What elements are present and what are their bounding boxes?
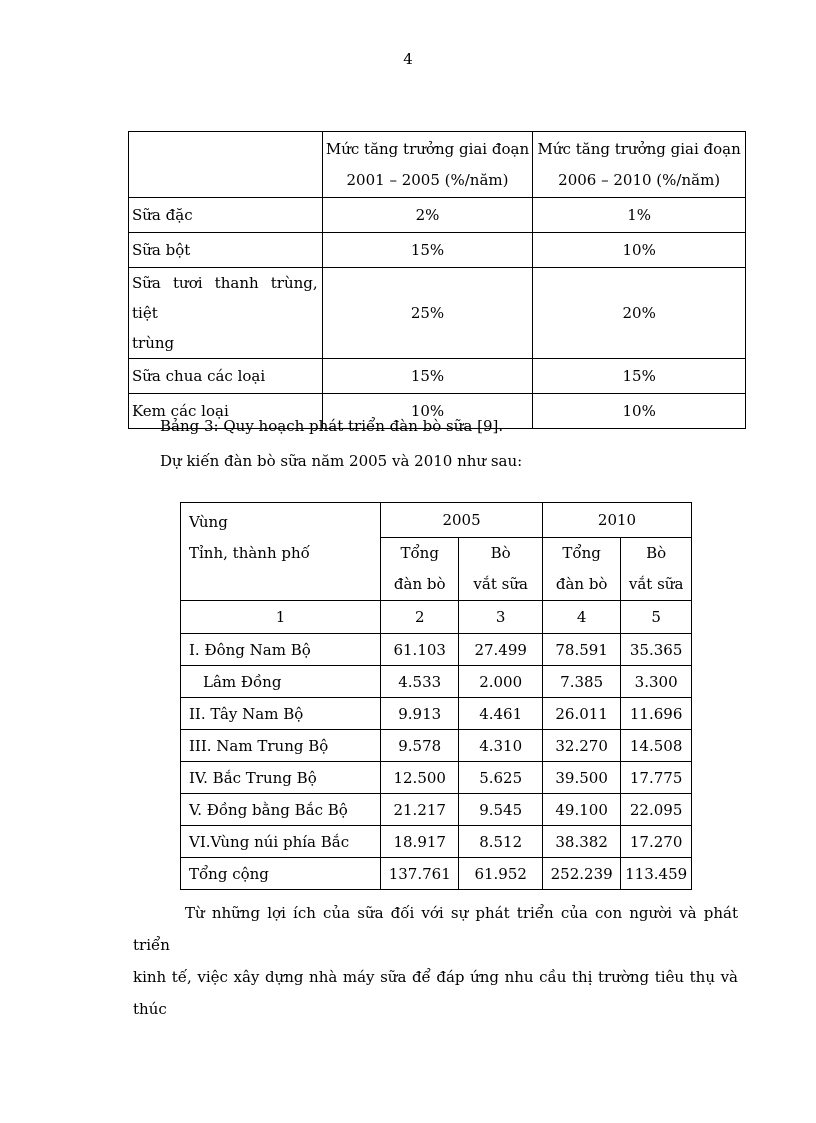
table-row xyxy=(181,826,692,858)
product-label-line: Sữa tươi thanh trùng, tiệt xyxy=(132,274,318,322)
rate-2006-2010: 20% xyxy=(533,268,746,359)
total-2005: 18.917 xyxy=(381,826,459,858)
milking-2005: 8.512 xyxy=(459,826,543,858)
rate-2001-2005: 10% xyxy=(322,394,533,429)
milking-2005: 61.952 xyxy=(459,858,543,890)
total-herd-header xyxy=(381,538,459,601)
table-row xyxy=(181,666,692,698)
total-row xyxy=(181,858,692,890)
header-text: 2001 – 2005 (%/năm) xyxy=(346,170,509,189)
milking-2005: 5.625 xyxy=(459,762,543,794)
product-label: Kem các loại xyxy=(129,394,323,429)
total-2010: 7.385 xyxy=(543,666,621,698)
header-text: vắt sữa xyxy=(473,575,528,593)
table-row xyxy=(181,794,692,826)
product-label xyxy=(129,268,323,359)
rate-2006-2010: 1% xyxy=(533,198,746,233)
milking-2005: 4.310 xyxy=(459,730,543,762)
total-2005: 61.103 xyxy=(381,634,459,666)
table-row xyxy=(181,762,692,794)
table-row xyxy=(129,268,746,359)
total-2010: 26.011 xyxy=(543,698,621,730)
milking-2005: 9.545 xyxy=(459,794,543,826)
table-row xyxy=(181,698,692,730)
milking-2010: 113.459 xyxy=(621,858,692,890)
total-2005: 4.533 xyxy=(381,666,459,698)
region-name: IV. Bắc Trung Bộ xyxy=(181,762,381,794)
header-period-2006-2010 xyxy=(533,132,746,198)
region-name: III. Nam Trung Bộ xyxy=(181,730,381,762)
region-name: VI.Vùng núi phía Bắc xyxy=(181,826,381,858)
total-herd-header xyxy=(543,538,621,601)
column-number: 2 xyxy=(381,601,459,634)
table-header-row xyxy=(129,132,746,198)
milking-2010: 3.300 xyxy=(621,666,692,698)
paragraph-line: Từ những lợi ích của sữa đối với sự phát triển của con người và phát triển xyxy=(133,904,738,954)
milking-cow-header xyxy=(621,538,692,601)
total-2005: 21.217 xyxy=(381,794,459,826)
column-number: 4 xyxy=(543,601,621,634)
paragraph-line: kinh tế, việc xây dựng nhà máy sữa để đáp ứng nhu cầu thị trường tiêu thụ và thúc xyxy=(133,968,738,1018)
table-header-row xyxy=(181,503,692,538)
milking-2010: 14.508 xyxy=(621,730,692,762)
column-number-row xyxy=(181,601,692,634)
product-label-line: trùng xyxy=(132,334,175,352)
year-2005-header: 2005 xyxy=(381,503,543,538)
region-name: II. Tây Nam Bộ xyxy=(181,698,381,730)
column-number: 1 xyxy=(181,601,381,634)
column-number: 5 xyxy=(621,601,692,634)
province-header-line: Tỉnh, thành phố xyxy=(189,544,310,562)
total-2010: 39.500 xyxy=(543,762,621,794)
header-period-2001-2005 xyxy=(322,132,533,198)
province-name: Lâm Đồng xyxy=(181,666,381,698)
region-name: I. Đông Nam Bộ xyxy=(181,634,381,666)
header-text: 2006 – 2010 (%/năm) xyxy=(558,170,721,189)
milking-cow-header xyxy=(459,538,543,601)
header-text: vắt sữa xyxy=(628,575,684,593)
milking-2010: 11.696 xyxy=(621,698,692,730)
region-header-line: Vùng xyxy=(189,513,228,531)
growth-rate-table xyxy=(128,131,746,429)
table-row xyxy=(181,634,692,666)
total-label: Tổng cộng xyxy=(181,858,381,890)
rate-2006-2010: 10% xyxy=(533,394,746,429)
header-text: Tổng xyxy=(562,544,601,562)
table-row xyxy=(129,198,746,233)
header-text: Bò xyxy=(646,544,667,562)
intro-text: Dự kiến đàn bò sữa năm 2005 và 2010 như sau: xyxy=(160,452,523,470)
rate-2006-2010: 10% xyxy=(533,233,746,268)
rate-2001-2005: 15% xyxy=(322,359,533,394)
header-text: Bò xyxy=(490,544,511,562)
total-2010: 78.591 xyxy=(543,634,621,666)
product-label: Sữa đặc xyxy=(129,198,323,233)
header-text: đàn bò xyxy=(555,575,608,593)
total-2010: 32.270 xyxy=(543,730,621,762)
milking-2005: 27.499 xyxy=(459,634,543,666)
page-number: 4 xyxy=(403,50,413,68)
rate-2001-2005: 25% xyxy=(322,268,533,359)
milking-2005: 2.000 xyxy=(459,666,543,698)
header-text: Tổng xyxy=(400,544,439,562)
milking-2010: 17.270 xyxy=(621,826,692,858)
product-label: Sữa bột xyxy=(129,233,323,268)
total-2010: 252.239 xyxy=(543,858,621,890)
milking-2010: 35.365 xyxy=(621,634,692,666)
total-2005: 9.913 xyxy=(381,698,459,730)
body-paragraph xyxy=(133,897,738,1025)
region-header xyxy=(181,503,381,601)
rate-2006-2010: 15% xyxy=(533,359,746,394)
total-2005: 9.578 xyxy=(381,730,459,762)
total-2010: 49.100 xyxy=(543,794,621,826)
table-row xyxy=(181,730,692,762)
header-text: Mức tăng trưởng giai đoạn xyxy=(537,139,741,158)
total-2005: 12.500 xyxy=(381,762,459,794)
rate-2001-2005: 15% xyxy=(322,233,533,268)
header-text: đàn bò xyxy=(393,575,446,593)
region-name: V. Đồng bằng Bắc Bộ xyxy=(181,794,381,826)
rate-2001-2005: 2% xyxy=(322,198,533,233)
column-number: 3 xyxy=(459,601,543,634)
dairy-herd-table xyxy=(180,502,692,890)
table-row xyxy=(129,359,746,394)
year-2010-header: 2010 xyxy=(543,503,692,538)
milking-2005: 4.461 xyxy=(459,698,543,730)
total-2010: 38.382 xyxy=(543,826,621,858)
product-label: Sữa chua các loại xyxy=(129,359,323,394)
table-caption: Bảng 3: Quy hoạch phát triển đàn bò sữa [9]. xyxy=(160,417,504,435)
milking-2010: 22.095 xyxy=(621,794,692,826)
milking-2010: 17.775 xyxy=(621,762,692,794)
table-row xyxy=(129,233,746,268)
header-text: Mức tăng trưởng giai đoạn xyxy=(325,139,530,158)
total-2005: 137.761 xyxy=(381,858,459,890)
header-empty-cell xyxy=(129,132,323,198)
